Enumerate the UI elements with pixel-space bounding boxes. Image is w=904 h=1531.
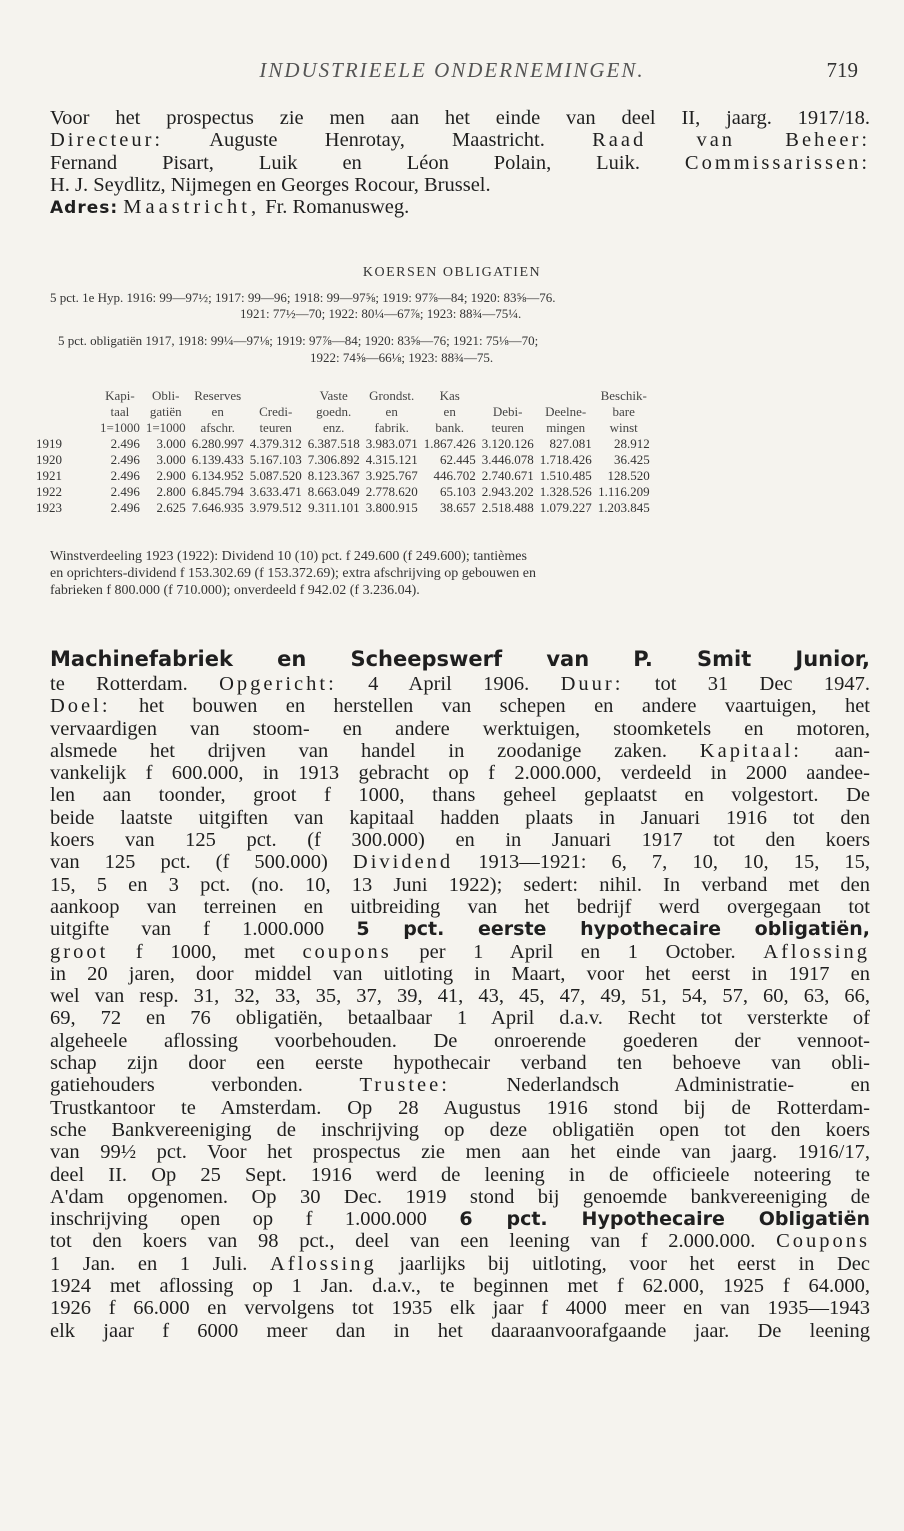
- table-header-cell: Kapi-: [105, 388, 135, 403]
- label-adres: Adres:: [50, 198, 119, 219]
- spaced-label: Coupons: [776, 1230, 870, 1253]
- table-header-cell: [479, 388, 537, 404]
- financial-table: [32, 388, 653, 516]
- table-header-cell: Kas: [439, 388, 460, 403]
- text-run: alsmede het drijven van handel in zoodanige zaken.: [50, 739, 700, 762]
- company-heading: Machinefabriek en Scheepswerf van P. Smit Junior,: [50, 647, 870, 671]
- table-cell: 2.625: [156, 500, 186, 515]
- table-cell: 1.328.526: [539, 484, 592, 499]
- text-run: 15, 5 en 3 pct. (no. 10, 13 Juni 1922); sedert: nihil. In verband met den: [50, 873, 870, 896]
- table-cell: 8.663.049: [307, 484, 360, 499]
- table-header-cell: goedn.: [316, 404, 352, 419]
- text-line: [50, 851, 870, 873]
- text-run: 4 April 1906.: [336, 673, 561, 695]
- spaced-label: Trustee:: [359, 1074, 450, 1097]
- text-line: [50, 1119, 870, 1141]
- table-year-cell: 1922: [36, 484, 62, 499]
- table-cell: 3.120.126: [481, 436, 534, 451]
- running-title: INDUSTRIEELE ONDERNEMINGEN.: [259, 58, 645, 82]
- text-run: elk jaar f 6000 meer dan in het daaraanvoorafgaande jaar. De leening: [50, 1319, 870, 1342]
- text-line: [50, 1275, 870, 1297]
- table-header-cell: en: [443, 404, 456, 419]
- table-header-cell: [537, 388, 595, 404]
- text-run: aankoop van terreinen en uitbreiding van het bedrijf werd overgegaan tot: [50, 895, 870, 918]
- page-header: [0, 56, 904, 88]
- text-line: [50, 985, 870, 1007]
- table-header-cell: Obli-: [152, 388, 180, 403]
- text-line: [50, 1186, 870, 1208]
- text-run: tot den koers van 98 pct., deel van een leening van f 2.000.000.: [50, 1230, 777, 1253]
- table-cell: 4.379.312: [249, 436, 302, 451]
- table-header-cell: Beschik-: [600, 388, 647, 403]
- table-cell: 1.510.485: [539, 468, 592, 483]
- table-cell: 128.520: [607, 468, 650, 483]
- text-line: [50, 762, 870, 784]
- text-run: vervaardigen van stoom- en andere werktuigen, stoomketels en motoren,: [50, 717, 870, 740]
- table-row: [32, 484, 653, 500]
- table-cell: 446.702: [433, 468, 476, 483]
- table-year-cell: 1921: [36, 468, 62, 483]
- spaced-label: Opgericht:: [219, 673, 337, 695]
- table-cell: 3.000: [156, 436, 186, 451]
- table-header-cell: Credi-: [259, 404, 293, 419]
- table-cell: 2.496: [110, 500, 140, 515]
- text-line: [50, 1297, 870, 1319]
- table-header-cell: enz.: [323, 420, 345, 435]
- text-line: [50, 1208, 870, 1230]
- text-run: wel van resp. 31, 32, 33, 35, 37, 39, 41, 43, 45, 47, 49, 51, 54, 57, 60, 63, 66,: [50, 985, 870, 1008]
- text-run: jaarlijks bij uitloting, voor het eerst in Dec: [376, 1252, 871, 1275]
- text-line: [50, 740, 870, 762]
- text-line: [50, 918, 870, 940]
- adres-street: Fr. Romanusweg.: [265, 196, 410, 219]
- table-cell: 2.943.202: [481, 484, 534, 499]
- company-body-paragraph: [50, 673, 870, 1342]
- koersen-line: 1921: 77½—70; 1922: 80¼—67⅞; 1923: 88¾—75¼.: [240, 306, 522, 321]
- spaced-label: Dividend: [352, 851, 454, 874]
- text-line: [50, 152, 870, 174]
- koersen-line: 5 pct. obligatiën 1917, 1918: 99¼—97⅛; 1919: 97⅞—84; 1920: 83⅝—76; 1921: 75⅛—70;: [58, 333, 539, 348]
- spaced-label: coupons: [302, 940, 392, 963]
- winstverdeeling-line: en oprichters-dividend f 153.302.69 (f 153.372.69); extra afschrijving op gebouwen en: [50, 566, 536, 581]
- spaced-label: groot: [50, 940, 109, 963]
- table-cell: 62.445: [439, 452, 476, 467]
- table-cell: 2.740.671: [481, 468, 534, 483]
- table-cell: 65.103: [439, 484, 476, 499]
- text-run: uitgifte van f 1.000.000: [50, 918, 357, 941]
- spaced-label: Duur:: [560, 673, 624, 695]
- table-cell: 1.718.426: [539, 452, 592, 467]
- text-run: f 1000, met: [108, 940, 303, 963]
- winst-text: f 249.600 (f 249.600); tantièmes: [345, 549, 527, 564]
- label-directeur: Directeur:: [50, 129, 164, 152]
- text-line: [50, 784, 870, 806]
- text-line: [50, 673, 870, 695]
- table-cell: 28.912: [613, 436, 650, 451]
- table-year-cell: 1923: [36, 500, 62, 515]
- table-cell: 38.657: [439, 500, 476, 515]
- text-line: [50, 807, 870, 829]
- spaced-label: Aflossing: [270, 1252, 377, 1275]
- label-commissarissen: Commissarissen:: [684, 151, 871, 174]
- table-header-cell: [32, 420, 97, 436]
- text-line: [50, 129, 870, 151]
- table-header-cell: en: [211, 404, 224, 419]
- text-run: beide laatste uitgiften van kapitaal hadden plaats in Januari 1916 tot den: [50, 806, 870, 829]
- table-cell: 2.778.620: [365, 484, 418, 499]
- table-cell: 2.496: [110, 452, 140, 467]
- table-cell: 6.387.518: [307, 436, 360, 451]
- text-run: sche Bankvereeniging de inschrijving op deze obligatiën open tot den koers: [50, 1118, 870, 1141]
- winstverdeeling-line: [50, 548, 527, 565]
- koersen-line: 5 pct. 1e Hyp. 1916: 99—97½; 1917: 99—96; 1918: 99—97⅝; 1919: 97⅞—84; 1920: 83⅝—76.: [50, 290, 556, 305]
- text-line: [50, 1141, 870, 1163]
- bold-heading-run: 5 pct. eerste hypothecaire obligatiën,: [356, 918, 870, 941]
- text-line: H. J. Seydlitz, Nijmegen en Georges Rocour, Brussel.: [50, 173, 491, 196]
- text-line: [50, 874, 870, 896]
- table-cell: 2.496: [110, 484, 140, 499]
- text-run: aan-: [801, 739, 870, 762]
- spaced-label: Doel:: [50, 695, 111, 718]
- table-header-cell: mingen: [546, 420, 586, 435]
- table-year-cell: 1920: [36, 452, 62, 467]
- table-cell: 6.280.997: [191, 436, 244, 451]
- text-line: [50, 896, 870, 918]
- adres-city: Maastricht,: [123, 196, 261, 219]
- table-header-cell: teuren: [259, 420, 292, 435]
- text-run: van 99½ pct. Voor het prospectus zie men aan het einde van jaarg. 1916/17,: [50, 1141, 870, 1164]
- table-cell: 8.123.367: [307, 468, 360, 483]
- table-header-cell: [32, 404, 97, 420]
- text-line: [50, 1320, 870, 1342]
- table-header-cell: 1=1000: [100, 420, 140, 435]
- table-cell: 2.496: [110, 468, 140, 483]
- text-run: in 20 jaren, door middel van uitloting in Maart, voor het eerst in 1917 en: [50, 962, 870, 985]
- text-run: deel II. Op 25 Sept. 1916 werd de leening in de officieele noteering te: [50, 1163, 870, 1186]
- text-run: per 1 April en 1 October.: [391, 940, 764, 963]
- table-cell: 5.167.103: [249, 452, 302, 467]
- text-line: [50, 1030, 870, 1052]
- text-line: [50, 1253, 870, 1275]
- beheer-names: Fernand Pisart, Luik en Léon Polain, Luik.: [50, 151, 640, 174]
- text-run: schap zijn door een eerste hypothecair verband ten behoeve van obli-: [50, 1052, 870, 1075]
- text-line: [50, 1097, 870, 1119]
- table-year-cell: 1919: [36, 436, 62, 451]
- table-header-cell: Debi-: [492, 404, 523, 419]
- winst-text: Winstverdeeling 1923 (1922): Dividend 10 (10) pct.: [50, 549, 346, 564]
- table-header-cell: bank.: [435, 420, 464, 435]
- table-cell: 4.315.121: [365, 452, 418, 467]
- text-run: Nederlandsch Administratie- en: [449, 1074, 870, 1097]
- table-cell: 3.983.071: [365, 436, 418, 451]
- table-header-cell: [247, 388, 305, 404]
- table-row: [32, 500, 653, 516]
- text-run: het bouwen en herstellen van schepen en andere vaartuigen, het: [110, 695, 870, 718]
- table-cell: 2.518.488: [481, 500, 534, 515]
- table-header-cell: Reserves: [194, 388, 242, 403]
- text-line: [50, 829, 870, 851]
- text-line: [50, 1007, 870, 1029]
- table-cell: 7.306.892: [307, 452, 360, 467]
- table-cell: 3.000: [156, 452, 186, 467]
- koersen-line: 1922: 74⅝—66⅛; 1923: 88¾—75.: [310, 350, 494, 365]
- text-line: [50, 1052, 870, 1074]
- table-header-cell: Vaste: [319, 388, 348, 403]
- table-cell: 1.079.227: [539, 500, 592, 515]
- koersen-title: KOERSEN OBLIGATIEN: [362, 265, 542, 280]
- directeur-name: Auguste Henrotay, Maastricht.: [209, 129, 545, 152]
- table-cell: 6.139.433: [191, 452, 244, 467]
- text-line: [50, 1074, 870, 1096]
- table-header-cell: gatiën: [149, 404, 182, 419]
- table-header-cell: teuren: [491, 420, 524, 435]
- text-run: 1926 f 66.000 en vervolgens tot 1935 elk jaar f 4000 meer en van 1935—1943: [50, 1297, 870, 1320]
- table-header-row: [32, 404, 653, 420]
- table-cell: 1.203.845: [597, 500, 650, 515]
- text-line: [50, 718, 870, 740]
- table-header-cell: afschr.: [200, 420, 235, 435]
- text-line: [50, 196, 870, 219]
- table-cell: 9.311.101: [308, 500, 360, 515]
- table-cell: 1.867.426: [423, 436, 476, 451]
- table-row: [32, 468, 653, 484]
- table-header-row: [32, 420, 653, 436]
- table-cell: 2.900: [156, 468, 186, 483]
- table-header-cell: fabrik.: [374, 420, 409, 435]
- table-header-cell: [32, 388, 97, 404]
- table-cell: 6.845.794: [191, 484, 244, 499]
- text-run: 1913—1921: 6, 7, 10, 10, 15, 15,: [453, 851, 870, 874]
- bold-heading-run: 6 pct. Hypothecaire Obligatiën: [459, 1208, 870, 1231]
- text-run: 1 Jan. en 1 Juli.: [50, 1252, 270, 1275]
- label-raad-van-beheer: Raad van Beheer:: [592, 129, 871, 152]
- text-line: [50, 695, 870, 717]
- table-cell: 3.979.512: [249, 500, 302, 515]
- text-run: inschrijving open op f 1.000.000: [50, 1208, 460, 1231]
- table-row: [32, 436, 653, 452]
- text-run: 1924 met aflossing op 1 Jan. d.a.v., te beginnen met f 62.000, 1925 f 64.000,: [50, 1275, 870, 1298]
- table-cell: 3.446.078: [481, 452, 534, 467]
- text-run: algeheele aflossing voorbehouden. De onroerende goederen der vennoot-: [50, 1029, 870, 1052]
- table-cell: 827.081: [549, 436, 592, 451]
- text-line: [50, 1230, 870, 1252]
- text-run: vankelijk f 600.000, in 1913 gebracht op f 2.000.000, verdeeld in 2000 aandee-: [50, 762, 870, 785]
- table-cell: 36.425: [613, 452, 650, 467]
- text-run: koers van 125 pct. (f 300.000) en in Januari 1917 tot den koers: [50, 829, 870, 852]
- text-run: tot 31 Dec 1947.: [623, 673, 870, 695]
- table-header-cell: en: [385, 404, 398, 419]
- table-header-cell: winst: [609, 420, 638, 435]
- table-header-cell: taal: [110, 404, 130, 419]
- spaced-label: Kapitaal:: [699, 739, 802, 762]
- table-row: [32, 452, 653, 468]
- table-cell: 2.496: [110, 436, 140, 451]
- table-header-row: [32, 388, 653, 404]
- table-cell: 3.800.915: [365, 500, 418, 515]
- page-number: 719: [826, 58, 858, 82]
- table-cell: 3.925.767: [365, 468, 418, 483]
- text-line: [50, 941, 870, 963]
- table-cell: 1.116.209: [598, 484, 650, 499]
- table-header-cell: Grondst.: [369, 388, 415, 403]
- text-run: van 125 pct. (f 500.000): [50, 851, 353, 874]
- table-header-cell: 1=1000: [145, 420, 186, 435]
- table-header-cell: bare: [612, 404, 635, 419]
- text-run: A'dam opgenomen. Op 30 Dec. 1919 stond bij genoemde bankvereeniging de: [50, 1185, 870, 1208]
- text-run: te Rotterdam.: [50, 673, 220, 695]
- table-cell: 2.800: [156, 484, 186, 499]
- table-cell: 5.087.520: [249, 468, 302, 483]
- company-details-paragraph: [50, 107, 870, 219]
- table-cell: 6.134.952: [191, 468, 244, 483]
- text-run: 69, 72 en 76 obligatiën, betaalbaar 1 April d.a.v. Recht tot versterkte of: [50, 1007, 870, 1030]
- text-run: gatiehouders verbonden.: [50, 1074, 360, 1097]
- table-header-cell: Deelne-: [545, 404, 587, 419]
- table-cell: 3.633.471: [249, 484, 302, 499]
- table-cell: 7.646.935: [191, 500, 244, 515]
- winstverdeeling-line: fabrieken f 800.000 (f 710.000); onverdeeld f 942.02 (f 3.236.04).: [50, 583, 420, 598]
- text-line: Voor het prospectus zie men aan het einde van deel II, jaarg. 1917/18.: [50, 107, 870, 129]
- text-line: [50, 963, 870, 985]
- text-line: [50, 1164, 870, 1186]
- text-run: len aan toonder, groot f 1000, thans geheel geplaatst en volgestort. De: [50, 784, 870, 807]
- spaced-label: Aflossing: [763, 940, 870, 963]
- text-run: Trustkantoor te Amsterdam. Op 28 Augustus 1916 stond bij de Rotterdam-: [50, 1096, 870, 1119]
